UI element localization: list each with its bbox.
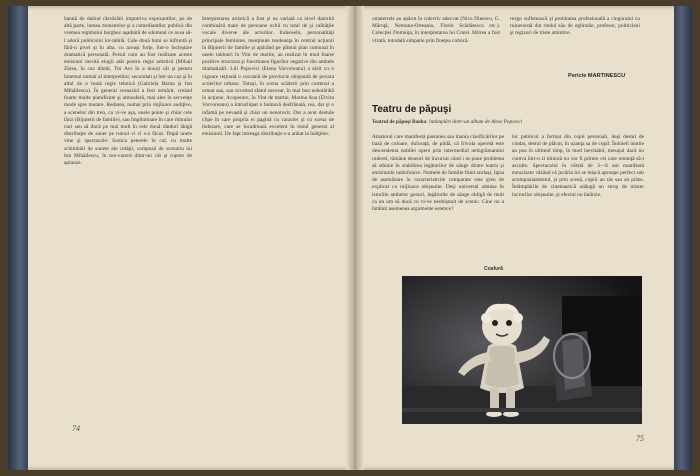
puppet-photo: [402, 276, 642, 424]
subtitle-bold: Teatrul de păpuşi Baoba: [372, 119, 427, 125]
right-page: [372, 16, 648, 462]
photo-caption: Coafură: [484, 266, 503, 272]
left-page: [56, 16, 342, 462]
book-spread: [8, 6, 692, 470]
right-page-top-column-1: omatetrele au apărut în colectiv adecvat (Nicu Dinescu, G. Măruţă, Nemuna-Orteaniu, Florin Scărlătescu etc.). Colecţiei Domniţa, în interpretarea lui Const. Mitrea a fost vizată, totodată simpatie prin fineţea comică.: [372, 16, 500, 44]
left-page-column-2: Interpretarea artistică a fost şi ea variată ca nivel datorită combinării mare de persoane ochii cu total de şi calităţile vocale diverse ale actorilor. Indeosebi, personalităţi principale feminine, menţinute tendeanţa în centrul acţiunii în Bijuterii de familie şi apărând pe plimul plan comunal în unele tablouri în Vint de martie, au realizat în mod foarte pozitive structura şi functiunea figurilor negative din ambele dramatizări. Lili Popovici (Elena Vorvoreanu) a sărit cu o vigoare reţinută o cucoană de provincie obişnuită de povara scrierilor urbane. Totuşi, în scena scăderii prin cortenul a urmat sau, sau ocrotind sfatul necesar, în mai bun nehotărâtă în acţiune, Acoperare, în Vint de martie, Marina Ana (Elvira Vorvoreanu) a întruchipat o bolnavă desfrânată, rea, dar şi o infamă pe nevastă şi chiar un nenorocit. Dar a avut destule clipe în care propria ei pagină cu caracter şi cu scena de îndurare, care se încadrează excelent în tonul general al emisiunii. De fapt intreaga distribuţie s-a arătat la înălţime.: [202, 16, 334, 138]
section-title: Teatru de păpuşi: [372, 104, 452, 115]
page-number-right: 75: [636, 434, 644, 443]
book-binding-right: [674, 6, 692, 470]
page-number-left: 74: [72, 424, 80, 433]
right-page-mid-column-2: lor publicul a format din copii personali, deşi destul de ciudat, destul de plăcut, în uzanţa sa de copil. Îndoieli inutile au pus în ultimul timp, în mod inevitabil, mesajul dacă nu cumva într-o zi minoră nu vor fi printre cei care renunţă să-i asculte. Spectacolul în vârstă de 3—6 ani manifestă entuziasm văzând că jucăria lui se mişcă aproape perfect sub acompaniamentul, și prin scenă, copiii au râs sau au plâns. Întâmplările de cinemastică adăugă un strop de mister lucrurilor obişnuite, şi efectul nu întârzie.: [512, 134, 644, 198]
section-subtitle: [372, 119, 652, 125]
book-binding-left: [8, 6, 28, 470]
right-page-top-column-2: rezgo sufletească şi probitatea profesională a cinguralul cu ruinenostă din rindul său de oglinzile, profesor, politicieni şi regizori de triste amintire.: [510, 16, 640, 37]
book-gutter: [346, 6, 364, 470]
right-page-mid-column-1: Amatorul care manifestă pasiunea sau mania clasificărilor pe bază de culoare, dulceaţă, de pildă, că frivola operetă este descendenta nobilei opere prin intermediul neîngrămatului ruderel, rămâne deseori de încurcat când i se pune problema să stăruie în stabilirea legăturilor de sânge dintre teatru şi emisiunile radiofonice. Numele de familie fiind același, lipsa de asemănare în caracteristicile comparate este greu de explicat cu mijloace obişnuite. Deşi universal admise în istoriile ambelor genuri, legăturile de sânge obligă de mult ca un om să ducă cu vi-ve neobişnuit de scenic. Cine nu a întâlnit asemenea argumente estetice?: [372, 134, 504, 213]
left-page-column-1: barată de dubiul răsvărătii impotriva expozantilor, pe de altă parte, lumea monstrelor şi a comediantilor publică din vremea regimului burghez aşaduită de sdomnul ce avea să-l adoră publicului lor-tabilă. Cale două lumi se înfruntă şi fără-n pivel şi în alta, cu aceaşi forţe, într-o încleştare dramatică personală. Peisul cum au fost realizate aceste emisiuni merită elogii atât pentru regia artistică (Mihail Zărea, în cea dintâi, Titi Acs în a doua) cât şi pentru înnemul număr al interpretilor, secondati şi într-un caz şi în altul de o bună regie tehnică (Gabriela Barna şi Ion Mihăilescu). În general scenariul a fost urmărit, creând foarte multe planificate şi atmosferă, mai ales în secvenţe mode spre mutare. Redarea, numai prin mijloace audiţive, a scenelor din tren, cu vi-ve aşa, unele ponte şi chiar cele lărzi (Bijuterii de familie), sau împlinitoare în care ritmului curi sau să ducă pe mai mult în cele două rânduri lângă distribuţie de sunet pe ruloul vi ci s-a făcut. După unele vine şi spectacole: Sonica peterele în cal, cu multe schimbări de sunete ale cetăţii, compusă de scenariu lui Ion Mihăilescu, în ton-varerd dintr-un cât şi ropote de aplauze.: [64, 16, 192, 167]
author-signature: Pericle MARTINESCU: [568, 73, 626, 79]
puppet-photo-illustration: [402, 276, 642, 424]
subtitle-rest: : întâmplări dintr-un album de Alexe Popovici: [426, 119, 523, 125]
